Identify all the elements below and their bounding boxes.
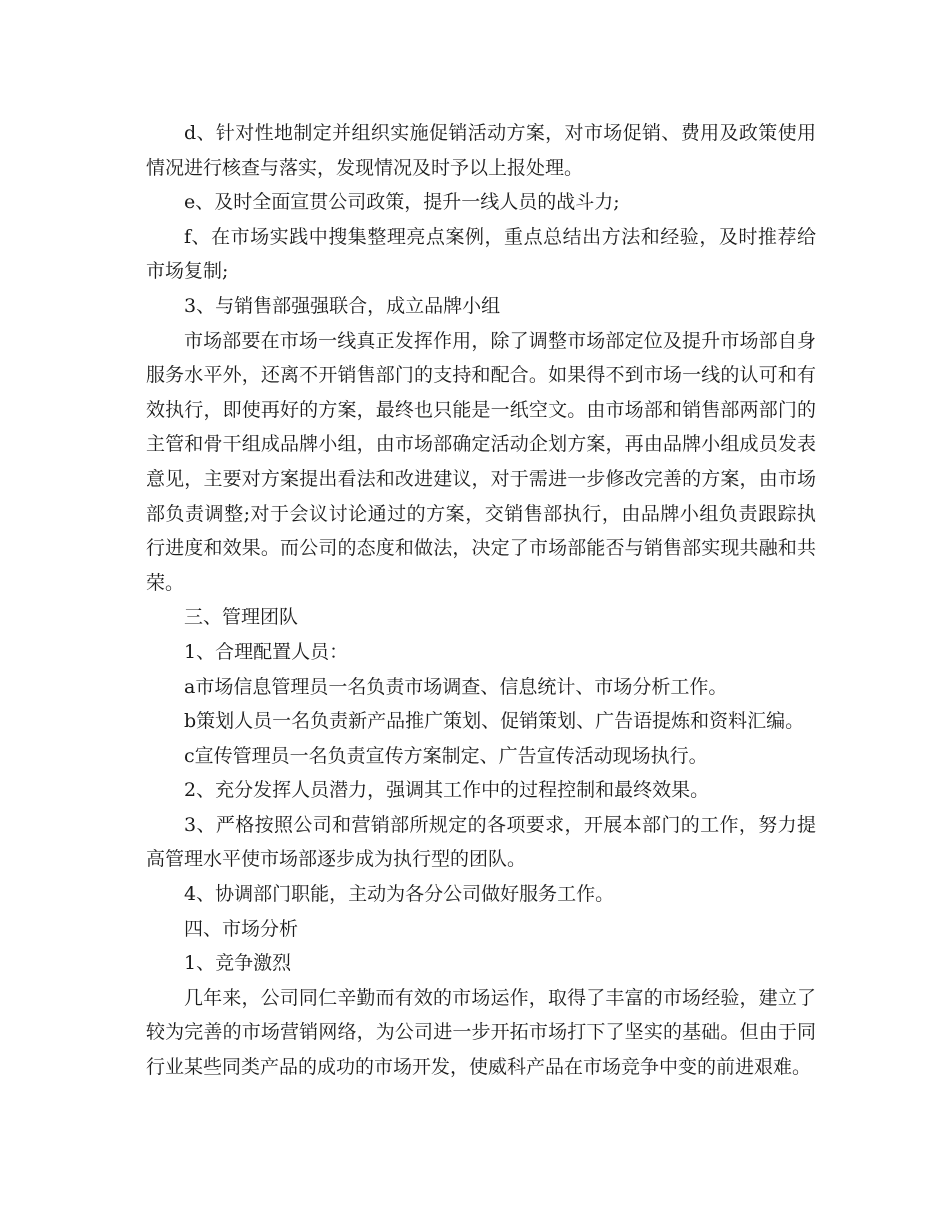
section-heading-team: 三、管理团队 bbox=[184, 606, 299, 629]
paragraph-item-d: d、针对性地制定并组织实施促销活动方案，对市场促销、费用及政策使用情况进行核查与落实，发现情况及时予以上报处理。 bbox=[146, 122, 816, 179]
paragraph-item-f: f、在市场实践中搜集整理亮点案例，重点总结出方法和经验，及时推荐给市场复制; bbox=[146, 225, 816, 283]
list-item-a: a市场信息管理员一名负责市场调查、信息统计、市场分析工作。 bbox=[184, 675, 728, 698]
subheading-brand-group: 3、与销售部强强联合，成立品牌小组 bbox=[184, 294, 501, 317]
paragraph-item-e: e、及时全面宣贯公司政策，提升一线人员的战斗力; bbox=[184, 191, 620, 214]
paragraph-brand-group: 市场部要在市场一线真正发挥作用，除了调整市场部定位及提升市场部自身服务水平外，还离不开销售部门的支持和配合。如果得不到市场一线的认可和有效执行，即使再好的方案，最终也只能是一纸空文。由市场部和销售部两部门的主管和骨干组成品牌小组，由市场部确定活动企划方案，再由品牌小组成员发表意见，主要对方案提出看法和改进建议，对于需进一步修改完善的方案，由市场部负责调整;对于会议讨论通过的方案，交销售部执行，由品牌小组负责跟踪执行进度和效果。而公司的态度和做法，决定了市场部能否与销售部实现共融和共荣。 bbox=[146, 329, 816, 594]
paragraph-item-2: 2、充分发挥人员潜力，强调其工作中的过程控制和最终效果。 bbox=[184, 779, 710, 802]
subheading-competition: 1、竞争激烈 bbox=[184, 952, 292, 975]
paragraph-item-3: 3、严格按照公司和营销部所规定的各项要求，开展本部门的工作，努力提高管理水平使市场部逐步成为执行型的团队。 bbox=[146, 813, 816, 871]
paragraph-item-4: 4、协调部门职能，主动为各分公司做好服务工作。 bbox=[184, 883, 615, 906]
list-item-c: c宣传管理员一名负责宣传方案制定、广告宣传活动现场执行。 bbox=[184, 744, 708, 767]
list-item-b: b策划人员一名负责新产品推广策划、促销策划、广告语提炼和资料汇编。 bbox=[184, 710, 805, 733]
paragraph-competition: 几年来，公司同仁辛勤而有效的市场运作，取得了丰富的市场经验，建立了较为完善的市场营销网络，为公司进一步开拓市场打下了坚实的基础。但由于同行业某些同类产品的成功的市场开发，使威科产品在市场竞争中变的前进艰难。 bbox=[146, 986, 816, 1079]
section-heading-market-analysis: 四、市场分析 bbox=[184, 917, 299, 940]
subheading-staffing: 1、合理配置人员： bbox=[184, 640, 349, 663]
document-body bbox=[146, 116, 816, 1085]
